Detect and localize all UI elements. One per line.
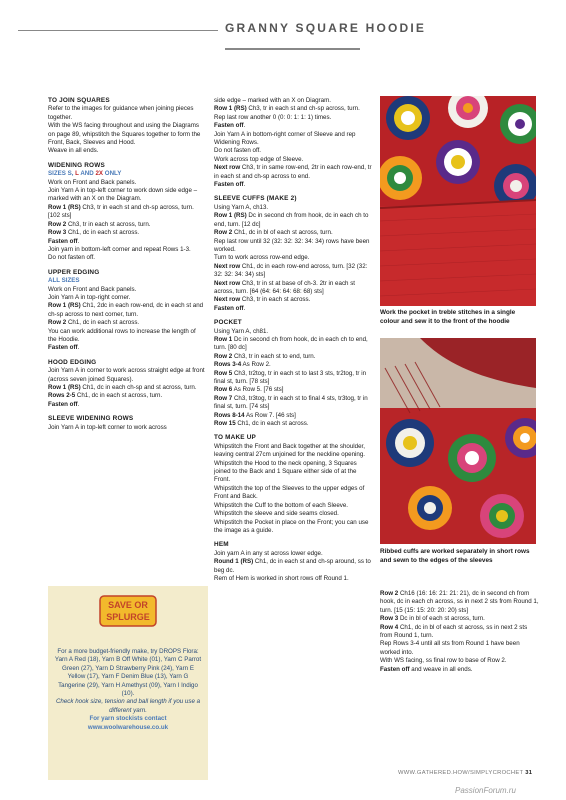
fasten-off: Fasten off. bbox=[48, 400, 80, 408]
makeup-line: Whipstitch the Hood to the neck opening, 3 Squares joined to the Back and 1 Square either side of at the Front. bbox=[214, 459, 357, 484]
cuffs-next-3: Next row Ch3, tr in each st across. bbox=[214, 296, 311, 304]
watermark: PassionForum.ru bbox=[455, 786, 516, 795]
save-or-splurge-box bbox=[48, 586, 208, 780]
pocket-row-1: Row 1 Dc in second ch from hook, dc in each ch to end, turn. [80 dc] bbox=[214, 335, 368, 352]
pocket-rows-8-14: Rows 8-14 As Row 7. [46 sts] bbox=[214, 411, 296, 419]
sleeve-line: Work across top edge of Sleeve. bbox=[214, 155, 304, 163]
widening-line: Join Yarn A in top-left corner to work down side edge – marked with an X on the Diagram. bbox=[48, 187, 198, 203]
page-title: GRANNY SQUARE HOODIE bbox=[225, 21, 427, 35]
widening-row-1: Row 1 (RS) Ch3, tr in each st and ch-sp across, turn. [102 sts] bbox=[48, 203, 194, 220]
hem-row-4: Row 4 Ch1, dc in bl of each st across, ss in next 2 sts from Round 1, turn. bbox=[380, 623, 528, 640]
section-make-up: TO MAKE UP bbox=[214, 434, 257, 442]
cuffs-rep: Rep last row until 32 (32: 32: 32: 34: 34) rows have been worked. bbox=[214, 237, 370, 253]
cuffs-next-2: Next row Ch3, tr in st at base of ch-3. 2tr in each st across, turn. [64 (64: 64: 64: 68: 68) sts] bbox=[214, 279, 356, 295]
sleeve-next-row: Next row Ch3, tr in same row-end, 2tr in each row-end, tr in each st and ch-sp across to end. bbox=[214, 164, 372, 180]
sleeve-line: Join Yarn A in bottom-right corner of Sleeve and rep Widening Rows. bbox=[214, 130, 356, 147]
fasten-off: Fasten off. bbox=[48, 237, 80, 245]
cuffs-next-1: Next row Ch1, dc in each row-end across, turn. [32 (32: 32: 32: 34: 34) sts] bbox=[214, 262, 368, 279]
pocket-row-6: Row 6 As Row 5. [76 sts] bbox=[214, 386, 284, 394]
sleeve-line: side edge – marked with an X on Diagram. bbox=[214, 97, 331, 104]
widening-row-3: Row 3 Ch1, dc in each st across. bbox=[48, 229, 140, 237]
pocket-row-2: Row 2 Ch3, tr in each st to end, turn. bbox=[214, 352, 316, 360]
pocket-rows-3-4: Rows 3-4 As Row 2. bbox=[214, 361, 271, 369]
section-hem: HEM bbox=[214, 541, 229, 549]
hood-row-1: Row 1 (RS) Ch1, dc in each ch-sp and st across, turn. bbox=[48, 384, 197, 391]
hem-line: Join yarn A in any st across lower edge. bbox=[214, 549, 323, 557]
cuffs-caption: Ribbed cuffs are worked separately in short rows and sewn to the edges of the sleeves bbox=[380, 548, 530, 564]
pocket-line: Using Yarn A, ch81. bbox=[214, 327, 269, 335]
fasten-off: Fasten off. bbox=[214, 304, 246, 312]
fasten-off: Fasten off. bbox=[48, 344, 80, 352]
upper-row-1: Row 1 (RS) Ch1, 2dc in each row-end, dc in each st and ch-sp across to next corner, turn. bbox=[48, 302, 204, 318]
sleeve-row-1: Row 1 (RS) Ch3, tr in each st and ch-sp across, turn. bbox=[214, 105, 360, 113]
upper-row-2: Row 2 Ch1, dc in each st across. bbox=[48, 319, 140, 327]
join-text-3: Weave in all ends. bbox=[48, 147, 99, 155]
pocket-photo bbox=[380, 96, 536, 306]
page-number: 31 bbox=[525, 770, 533, 776]
hem-rep: Rep Rows 3-4 until all sts from Round 1 have been worked into. bbox=[380, 640, 520, 656]
pocket-row-15: Row 15 Ch1, dc in each st across. bbox=[214, 420, 309, 428]
cuffs-row-2: Row 2 Ch1, dc in bl of each st across, turn. bbox=[214, 229, 333, 237]
makeup-line: Whipstitch the Cuff to the bottom of each Sleeve. bbox=[214, 501, 349, 509]
column-2 bbox=[214, 97, 372, 583]
pocket-caption: Work the pocket in treble stitches in a single colour and sew it to the front of the hoodie bbox=[380, 309, 516, 325]
header-underline bbox=[225, 48, 360, 50]
cuffs-line: Turn to work across row-end edge. bbox=[214, 254, 310, 262]
svg-text:SAVE OR: SAVE OR bbox=[108, 600, 148, 610]
save-or-splurge-badge bbox=[98, 594, 158, 628]
promo-url[interactable]: www.woolwarehouse.co.uk bbox=[87, 723, 169, 731]
join-text-2: With the WS facing throughout and using the Diagrams on page 89, whipstitch the Squares together to form the Front, Back, Sleeves and Hood. bbox=[48, 122, 201, 147]
promo-body: For a more budget-friendly make, try DROPS Flora: Yarn A Red (18), Yarn B Off White (01), Yarn C Parrot Green (27), Yarn D Strawberry Pink (24), Yarn E Yellow (17), Yarn F Denim Blue (13), Yarn G Tangerine (29), Yarn H Amethyst (09), Yarn I Indigo (10). bbox=[54, 648, 202, 698]
fasten-off: Fasten off. bbox=[214, 181, 246, 189]
makeup-line: Whipstitch the Front and Back together at the shoulder, leaving central 27cm unjoined for the neckline opening. bbox=[214, 442, 366, 459]
makeup-line: Whipstitch the Pocket in place on the Front; you can use the image as a guide. bbox=[214, 518, 369, 534]
hood-rows-2-5: Rows 2-5 Ch1, dc in each st across, turn. bbox=[48, 392, 163, 400]
cuffs-photo bbox=[380, 338, 536, 544]
join-text: Refer to the images for guidance when joining pieces together. bbox=[48, 105, 194, 121]
column-3 bbox=[380, 590, 540, 674]
sleeve-line: Do not fasten off. bbox=[214, 147, 262, 155]
upper-line: Join Yarn A in top-right corner. bbox=[48, 293, 131, 301]
hem-line: Rem of Hem is worked in short rows off Round 1. bbox=[214, 574, 349, 582]
makeup-line: Whipstitch the sleeve and side seams closed. bbox=[214, 510, 339, 518]
widening-line: Join yarn in bottom-left corner and repeat Rows 1-3. bbox=[48, 245, 191, 253]
promo-note: Check hook size, tension and ball length if you use a different yarn. bbox=[55, 698, 201, 714]
fasten-off: Fasten off and weave in all ends. bbox=[380, 665, 473, 673]
upper-sizes: ALL SIZES bbox=[48, 277, 80, 285]
sleeve-rep: Rep last row another 0 (0: 0: 1: 1: 1) times. bbox=[214, 113, 332, 121]
header-rule bbox=[18, 30, 218, 31]
section-join-squares: TO JOIN SQUARES bbox=[48, 97, 110, 104]
upper-line: Work on Front and Back panels. bbox=[48, 285, 137, 293]
promo-text bbox=[54, 648, 202, 732]
widening-sizes: SIZES S, L AND 2X ONLY bbox=[48, 170, 122, 178]
upper-line: You can work additional rows to increase the length of the Hoodie. bbox=[48, 327, 196, 343]
makeup-line: Whipstitch the top of the Sleeves to the upper edges of Front and Back. bbox=[214, 484, 365, 501]
page-footer bbox=[398, 770, 532, 776]
cuffs-row-1: Row 1 (RS) Dc in second ch from hook, dc in each ch to end, turn. [12 dc] bbox=[214, 212, 369, 228]
fasten-off: Fasten off. bbox=[214, 122, 246, 130]
pocket-row-7: Row 7 Ch3, tr3tog, tr in each st to final 4 sts, tr3tog, tr in final st, turn. [74 sts] bbox=[214, 394, 368, 411]
section-sleeve-cuffs: SLEEVE CUFFS (MAKE 2) bbox=[214, 195, 297, 203]
page-header bbox=[0, 18, 566, 42]
widening-row-2: Row 2 Ch3, tr in each st across, turn. bbox=[48, 220, 151, 228]
column-1 bbox=[48, 97, 205, 432]
widening-line: Do not fasten off. bbox=[48, 254, 96, 262]
sleeve-widen-line: Join Yarn A in top-left corner to work across bbox=[48, 423, 167, 431]
hem-ws: With WS facing, ss final row to base of Row 2. bbox=[380, 657, 507, 665]
section-sleeve-widening: SLEEVE WIDENING ROWS bbox=[48, 415, 134, 423]
cuffs-line: Using Yarn A, ch13. bbox=[214, 203, 269, 211]
section-hood-edging: HOOD EDGING bbox=[48, 358, 97, 366]
widening-line: Work on Front and Back panels. bbox=[48, 178, 137, 186]
promo-stockists: For yarn stockists contact bbox=[89, 715, 167, 723]
svg-text:SPLURGE: SPLURGE bbox=[106, 612, 150, 622]
hood-line: Join Yarn A in corner to work across straight edge at front (across seven joined Squares). bbox=[48, 367, 205, 383]
hem-row-3: Row 3 Dc in bl of each st across, turn. bbox=[380, 615, 485, 623]
section-upper-edging: UPPER EDGING bbox=[48, 268, 100, 276]
section-pocket: POCKET bbox=[214, 319, 242, 327]
section-widening-rows: WIDENING ROWS bbox=[48, 161, 105, 169]
pocket-row-5: Row 5 Ch3, tr2tog, tr in each st to last 3 sts, tr2tog, tr in final st, turn. [78 sts] bbox=[214, 369, 367, 385]
hem-row-2: Row 2 Ch16 (16: 16: 21: 21: 21), dc in second ch from hook, dc in each ch across, ss in next 2 sts from Round 1, turn. [15 (15: 15: 20: 20: 20) sts] bbox=[380, 590, 539, 614]
footer-url[interactable]: WWW.GATHERED.HOW/SIMPLYCROCHET bbox=[398, 770, 524, 776]
hem-round-1: Round 1 (RS) Ch1, dc in each st and ch-sp around, ss to beg dc. bbox=[214, 558, 371, 574]
